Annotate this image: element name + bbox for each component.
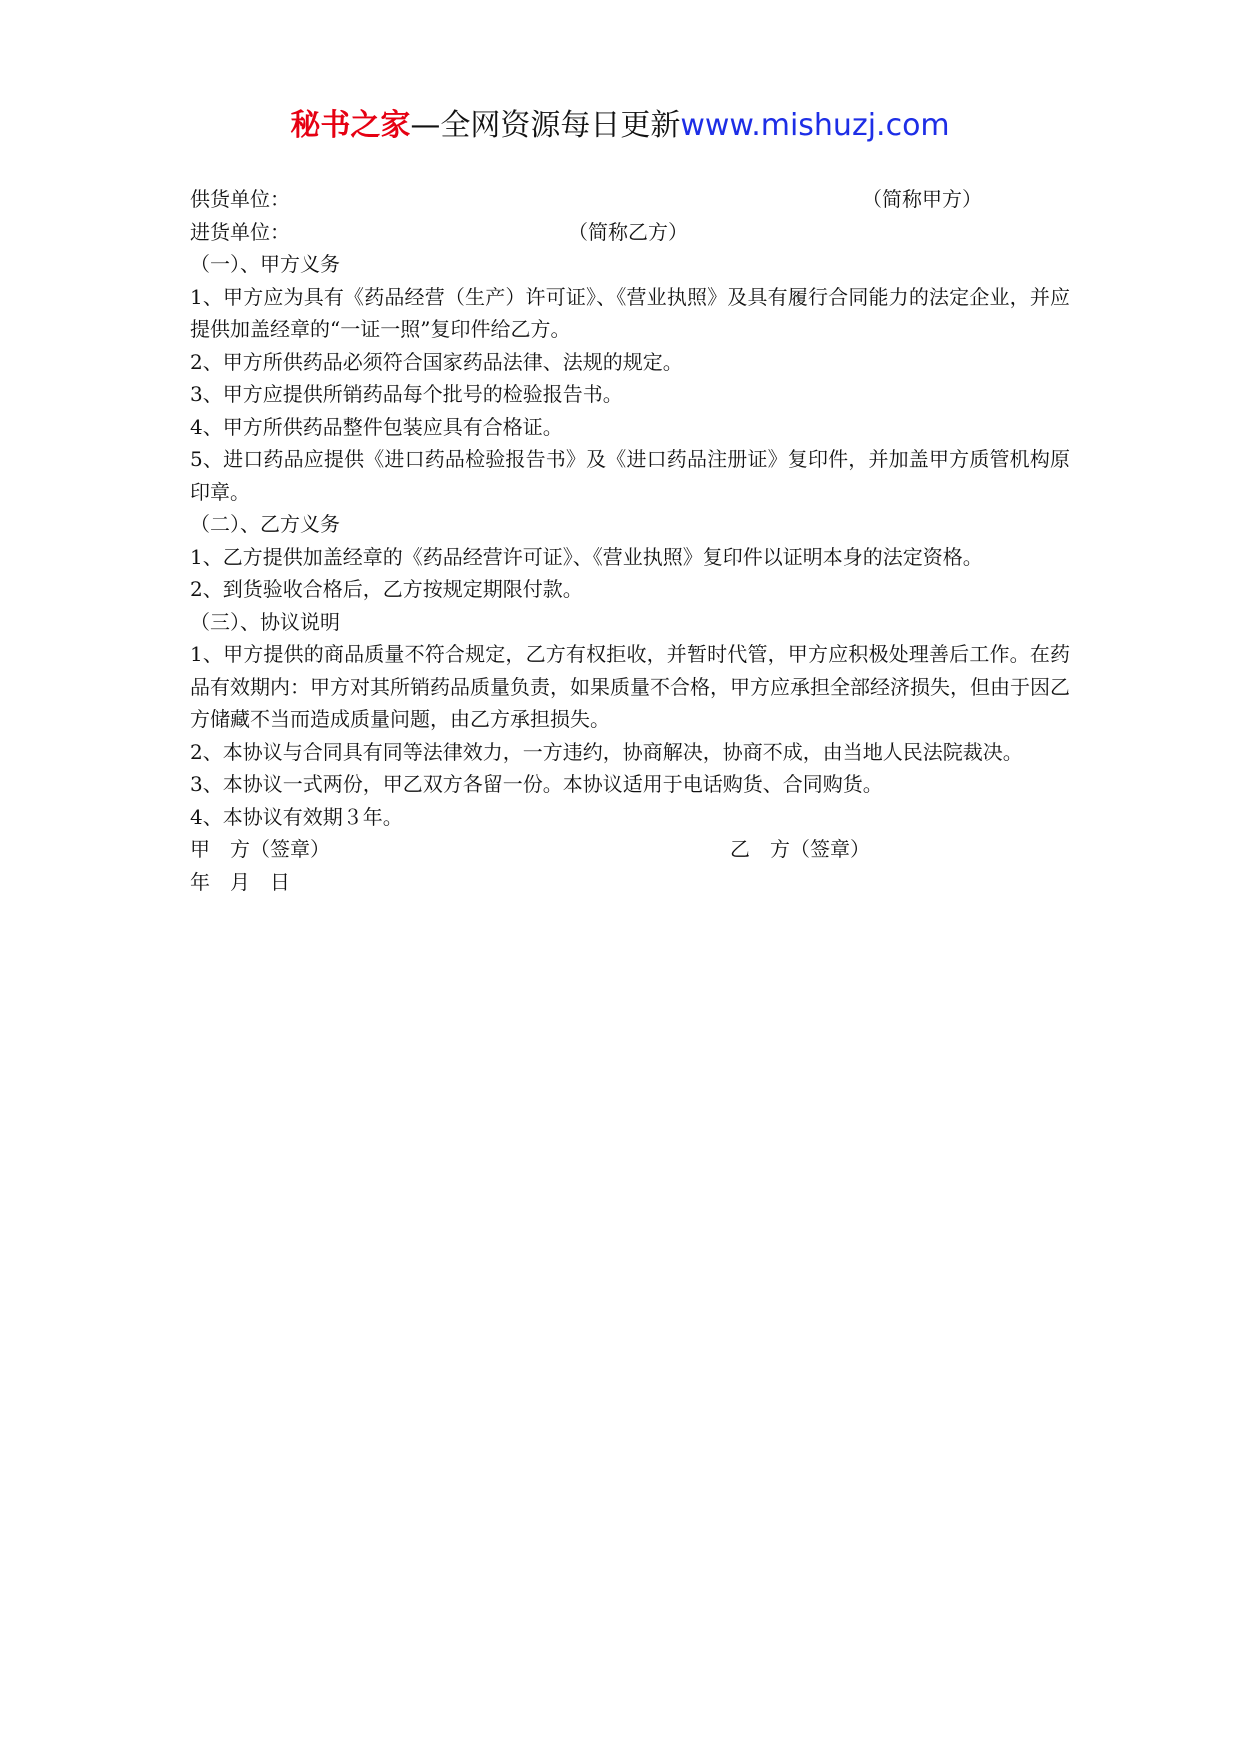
- notes-item-4: 4、本协议有效期３年。: [190, 804, 403, 829]
- site-url[interactable]: www.mishuzj.com: [680, 108, 950, 143]
- party-a-item-5: 5、进口药品应提供《进口药品检验报告书》及《进口药品注册证》复印件，并加盖甲方质管机构原印章。: [190, 447, 1070, 504]
- buyer-note: （简称乙方）: [568, 219, 688, 244]
- party-a-item-1: 1、甲方应为具有《药品经营（生产）许可证》、《营业执照》及具有履行合同能力的法定企业，并应提供加盖经章的“一证一照”复印件给乙方。: [190, 284, 1070, 341]
- section-title-notes: （三）、协议说明: [190, 609, 340, 634]
- party-a-item-3: 3、甲方应提供所销药品每个批号的检验报告书。: [190, 382, 623, 406]
- brand-name: 秘书之家: [290, 108, 411, 143]
- notes-item-1: 1、甲方提供的商品质量不符合规定，乙方有权拒收，并暂时代管，甲方应积极处理善后工作。在药品有效期内：甲方对其所销药品质量负责，如果质量不合格，甲方应承担全部经济损失，但由于因乙方储藏不当而造成质量问题，由乙方承担损失。: [190, 642, 1070, 731]
- signature-party-a: 甲 方（签章）: [190, 837, 330, 861]
- party-a-item-4: 4、甲方所供药品整件包装应具有合格证。: [190, 414, 563, 439]
- party-b-item-2: 2、到货验收合格后，乙方按规定期限付款。: [190, 577, 583, 601]
- date-line: 年 月 日: [190, 869, 290, 894]
- party-b-item-1: 1、乙方提供加盖经章的《药品经营许可证》、《营业执照》复印件以证明本身的法定资格。: [190, 544, 983, 569]
- section-title-party-a: （一）、甲方义务: [190, 252, 340, 276]
- buyer-line: [190, 216, 1070, 249]
- agreement-body: [190, 183, 1070, 898]
- notes-item-2: 2、本协议与合同具有同等法律效力，一方违约，协商解决，协商不成，由当地人民法院裁决。: [190, 739, 1023, 764]
- section-title-party-b: （二）、乙方义务: [190, 512, 340, 536]
- buyer-label: 进货单位：: [190, 219, 290, 244]
- supplier-line: [190, 183, 1070, 216]
- party-a-item-2: 2、甲方所供药品必须符合国家药品法律、法规的规定。: [190, 349, 683, 374]
- notes-item-3: 3、本协议一式两份，甲乙双方各留一份。本协议适用于电话购货、合同购货。: [190, 772, 883, 796]
- supplier-note: （简称甲方）: [862, 187, 982, 211]
- header-tagline: —全网资源每日更新: [410, 108, 681, 143]
- page-header: [0, 96, 1240, 156]
- supplier-label: 供货单位：: [190, 187, 290, 211]
- signature-line: [190, 833, 1070, 866]
- signature-party-b: 乙 方（签章）: [730, 837, 870, 861]
